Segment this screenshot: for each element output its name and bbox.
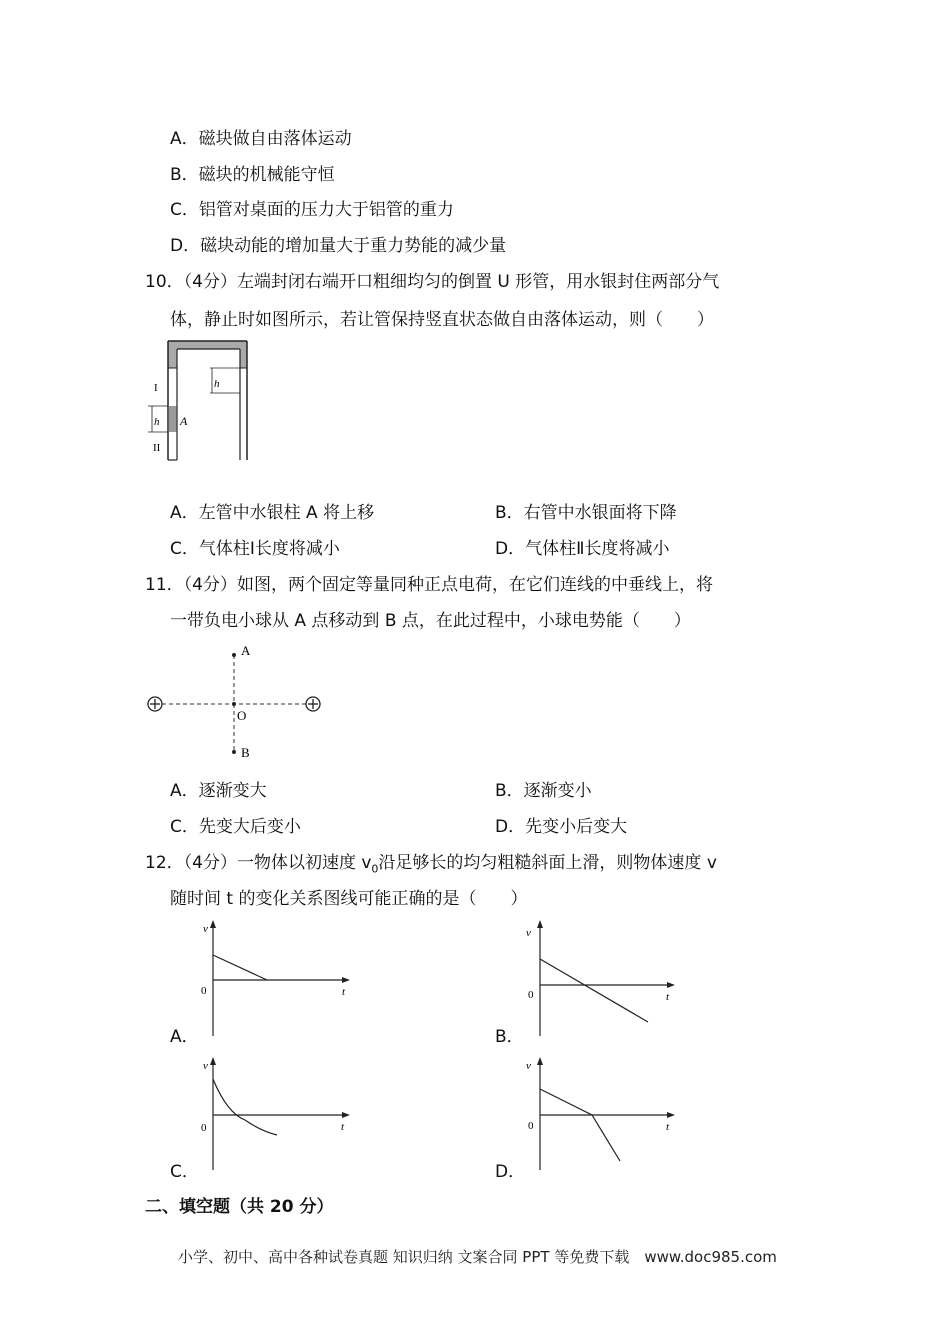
q12-stem-line2: 随时间 t 的变化关系图线可能正确的是（ ） bbox=[170, 889, 528, 909]
svg-text:v: v bbox=[526, 1060, 531, 1072]
graph-d bbox=[520, 1055, 690, 1177]
svg-text:0: 0 bbox=[201, 1122, 207, 1134]
q11-stem-line2: 一带负电小球从 A 点移动到 B 点，在此过程中，小球电势能（ ） bbox=[170, 611, 691, 631]
q12-option-a: A． bbox=[170, 1027, 199, 1047]
q11-option-c: C．先变大后变小 bbox=[170, 817, 301, 837]
svg-text:v: v bbox=[203, 923, 208, 935]
positive-charge-left-icon bbox=[148, 697, 162, 711]
label-a: A bbox=[180, 414, 188, 428]
label-h-right: h bbox=[214, 378, 220, 390]
svg-text:0: 0 bbox=[528, 1120, 534, 1132]
svg-text:0: 0 bbox=[528, 989, 534, 1001]
svg-text:t: t bbox=[666, 991, 670, 1003]
q11-option-b: B．逐渐变小 bbox=[495, 781, 592, 801]
charges-figure bbox=[140, 640, 340, 765]
mercury-column-a bbox=[169, 406, 177, 432]
q12-option-d: D． bbox=[495, 1162, 526, 1182]
q9-option-a: A．磁块做自由落体运动 bbox=[170, 129, 352, 149]
q11-option-d: D．先变小后变大 bbox=[495, 817, 628, 837]
label-point-o: O bbox=[237, 708, 247, 723]
svg-text:t: t bbox=[341, 1121, 345, 1133]
svg-text:t: t bbox=[342, 986, 346, 998]
u-tube-figure bbox=[140, 335, 260, 465]
label-point-b: B bbox=[241, 745, 250, 760]
q10-option-d: D．气体柱Ⅱ长度将减小 bbox=[495, 539, 670, 559]
q11-option-a: A．逐渐变大 bbox=[170, 781, 267, 801]
graph-b bbox=[520, 918, 690, 1040]
graph-a bbox=[195, 918, 355, 1040]
svg-text:v: v bbox=[203, 1060, 208, 1072]
footer-text: 小学、初中、高中各种试卷真题 知识归纳 文案合同 PPT 等免费下载 www.doc985.com bbox=[178, 1248, 777, 1266]
svg-text:v: v bbox=[526, 927, 531, 939]
label-gas-i: I bbox=[154, 382, 158, 394]
q10-option-a: A．左管中水银柱 A 将上移 bbox=[170, 503, 375, 523]
label-h-left: h bbox=[154, 416, 160, 428]
q10-stem-line2: 体，静止时如图所示，若让管保持竖直状态做自由落体运动，则（ ） bbox=[170, 310, 714, 330]
q10-stem-line1: 10．（4分）左端封闭右端开口粗细均匀的倒置 U 形管，用水银封住两部分气 bbox=[145, 272, 720, 292]
section-2-heading: 二、填空题（共 20 分） bbox=[145, 1197, 334, 1217]
label-point-a: A bbox=[241, 643, 251, 658]
q12-option-b: B． bbox=[495, 1027, 524, 1047]
q9-option-c: C．铝管对桌面的压力大于铝管的重力 bbox=[170, 200, 454, 220]
q9-option-b: B．磁块的机械能守恒 bbox=[170, 165, 335, 185]
svg-text:0: 0 bbox=[201, 985, 207, 997]
q9-option-d: D．磁块动能的增加量大于重力势能的减少量 bbox=[170, 236, 507, 256]
positive-charge-right-icon bbox=[306, 697, 320, 711]
q10-option-c: C．气体柱Ⅰ长度将减小 bbox=[170, 539, 340, 559]
q12-stem-line1: 12．（4分）一物体以初速度 $v_0$沿足够长的均匀粗糙斜面上滑，则物体速度 v bbox=[145, 853, 717, 876]
q12-option-c: C． bbox=[170, 1162, 199, 1182]
label-gas-ii: II bbox=[153, 442, 161, 454]
q11-stem-line1: 11．（4分）如图，两个固定等量同种正点电荷，在它们连线的中垂线上，将 bbox=[145, 575, 713, 595]
q10-option-b: B．右管中水银面将下降 bbox=[495, 503, 677, 523]
graph-c bbox=[195, 1055, 355, 1177]
svg-text:t: t bbox=[666, 1121, 670, 1133]
